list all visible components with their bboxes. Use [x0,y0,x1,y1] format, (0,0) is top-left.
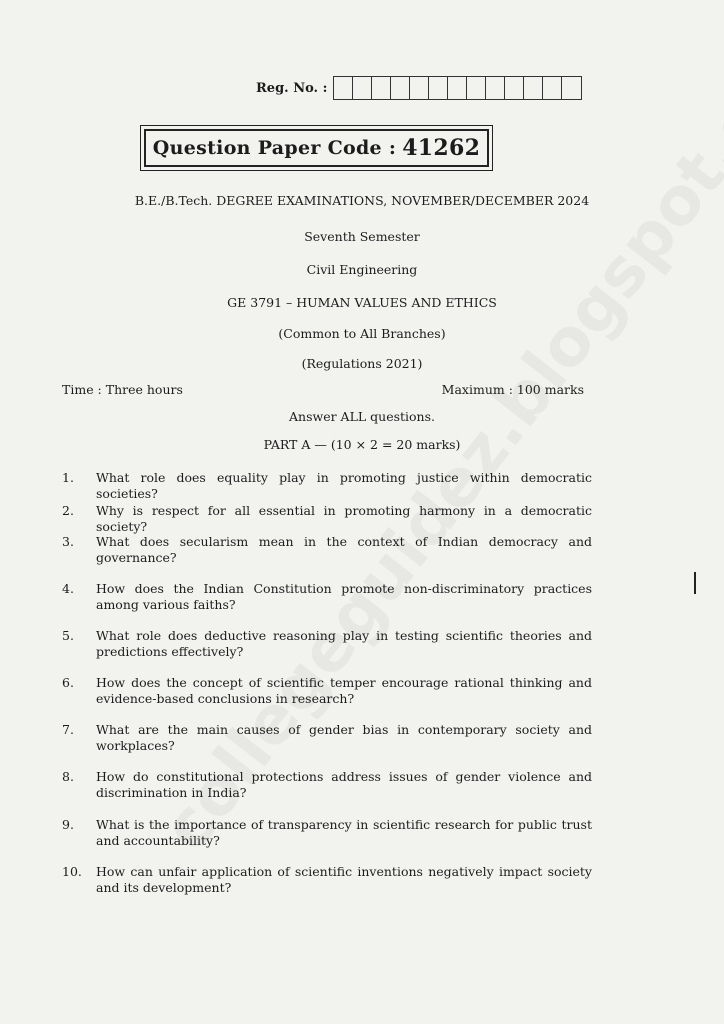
question-text: What are the main causes of gender bias in contemporary society and workplaces? [96,722,592,753]
margin-mark [694,572,696,594]
reg-no-digit-box [467,77,486,99]
reg-no-digit-box [562,77,581,99]
question-item [62,470,592,502]
question-item [62,722,592,754]
semester: Seventh Semester [304,229,420,244]
reg-no-digit-box [372,77,391,99]
question-text: How do constitutional protections address issues of gender violence and discrimination in India? [96,769,592,800]
question-paper-code-inner [144,129,489,167]
question-number: 7. [62,722,74,737]
question-number: 3. [62,534,74,549]
question-paper-code: 41262 [402,135,481,161]
reg-no-digit-box [429,77,448,99]
instruction: Answer ALL questions. [289,409,435,424]
reg-no [256,76,582,100]
question-item [62,675,592,707]
question-number: 5. [62,628,74,643]
common-note: (Common to All Branches) [278,326,446,341]
question-item [62,769,592,801]
question-text: How does the Indian Constitution promote non-discriminatory practices among various faiths? [96,581,592,612]
question-text: What role does equality play in promoting justice within democratic societies? [96,470,592,501]
question-text: How can unfair application of scientific inventions negatively impact society and its development? [96,864,592,895]
reg-no-label: Reg. No. : [256,80,328,96]
question-item [62,628,592,660]
maximum-marks: Maximum : 100 marks [441,382,584,397]
exam-title: B.E./B.Tech. DEGREE EXAMINATIONS, NOVEMBER/DECEMBER 2024 [134,193,590,208]
question-item [62,864,592,896]
question-item [62,817,592,849]
question-number: 2. [62,503,74,518]
reg-no-digit-box [524,77,543,99]
reg-no-digit-box [410,77,429,99]
question-text: What role does deductive reasoning play in testing scientific theories and predictions effectively? [96,628,592,659]
question-text: How does the concept of scientific temper encourage rational thinking and evidence-based conclusions in research? [96,675,592,706]
reg-no-digit-box [334,77,353,99]
reg-no-digit-box [448,77,467,99]
reg-no-digit-box [353,77,372,99]
question-number: 9. [62,817,74,832]
regulations: (Regulations 2021) [301,356,423,371]
question-number: 4. [62,581,74,596]
question-text: What is the importance of transparency in scientific research for public trust and accountability? [96,817,592,848]
question-number: 8. [62,769,74,784]
question-item [62,581,592,613]
question-number: 1. [62,470,74,485]
question-number: 6. [62,675,74,690]
question-paper-code-label: Question Paper Code : [152,137,397,159]
reg-no-digit-box [543,77,562,99]
question-number: 10. [62,864,82,879]
part-heading: PART A — (10 × 2 = 20 marks) [263,437,461,452]
question-paper-code-box [140,125,493,171]
reg-no-digit-box [391,77,410,99]
question-item [62,534,592,566]
question-text: What does secularism mean in the context of Indian democracy and governance? [96,534,592,565]
reg-no-boxes [333,76,582,100]
question-item [62,503,592,535]
course-title: GE 3791 – HUMAN VALUES AND ETHICS [227,295,497,310]
question-text: Why is respect for all essential in promoting harmony in a democratic society? [96,503,592,534]
reg-no-digit-box [505,77,524,99]
reg-no-digit-box [486,77,505,99]
department: Civil Engineering [306,262,418,277]
time-limit: Time : Three hours [62,382,183,397]
